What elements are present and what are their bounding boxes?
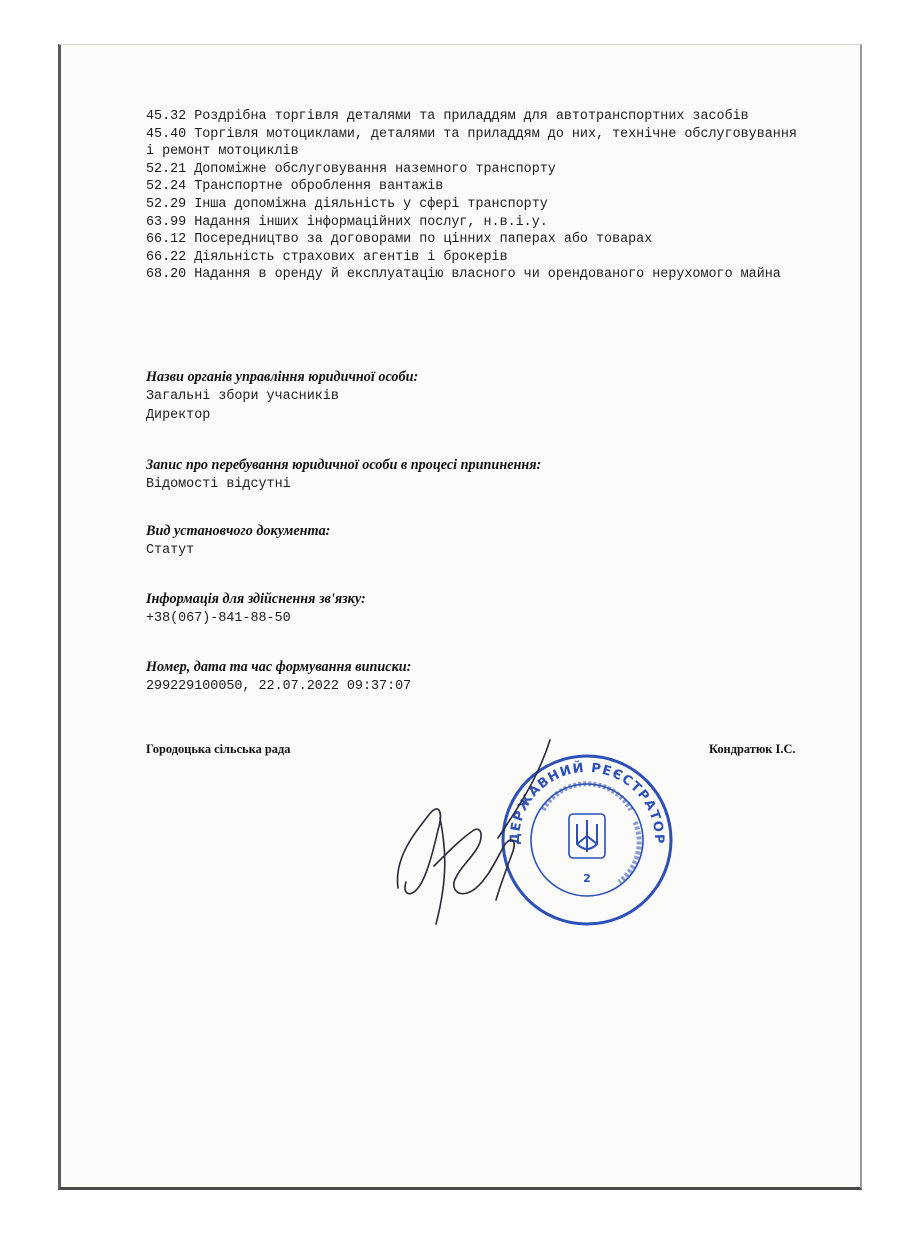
activity-item: 45.40 Торгівля мотоциклами, деталями та приладдям до них, технічне обслуговування і ремонт мотоциклів	[146, 126, 797, 160]
termination-section	[146, 456, 806, 494]
organization-name: Городоцька сільська рада	[146, 742, 291, 756]
stamp-number: 2	[583, 872, 591, 885]
termination-value: Відомості відсутні	[146, 477, 291, 492]
signature-stroke	[397, 740, 550, 924]
contact-value: +38(067)-841-88-50	[146, 611, 291, 626]
stamp-outer-text-top: ДЕРЖАВНИЙ РЕЄСТРАТОР	[507, 760, 667, 845]
termination-heading: Запис про перебування юридичної особи в процесі припинення:	[146, 457, 542, 473]
governance-section	[146, 368, 806, 425]
activity-item: 45.32 Роздрібна торгівля деталями та приладдям для автотранспортних засобів	[146, 109, 749, 124]
contact-heading: Інформація для здійснення зв'язку:	[146, 591, 366, 607]
activity-item: 52.29 Інша допоміжна діяльність у сфері транспорту	[146, 196, 548, 212]
activity-item: 52.24 Транспортне оброблення вантажів	[146, 179, 444, 195]
founding-doc-section	[146, 522, 806, 560]
activity-item: 52.21 Допоміжне обслуговування наземного транспорту	[146, 161, 556, 177]
extract-heading: Номер, дата та час формування виписки:	[146, 659, 412, 675]
stamp-inner-text-ring	[619, 822, 639, 882]
extract-section	[146, 658, 806, 696]
activities-list	[146, 108, 806, 284]
activity-item: 66.22 Діяльність страхових агентів і брокерів	[146, 249, 508, 265]
governance-heading: Назви органів управління юридичної особи:	[146, 369, 419, 385]
activity-item: 63.99 Надання інших інформаційних послуг, н.в.і.у.	[146, 214, 548, 230]
founding-doc-value: Статут	[146, 543, 195, 558]
governance-line: Директор	[146, 408, 211, 423]
activity-item: 66.12 Посередництво за договорами по цінних паперах або товарах	[146, 232, 653, 248]
governance-line: Загальні збори учасників	[146, 389, 339, 404]
registrar-name: Кондратюк І.С.	[709, 742, 796, 756]
extract-value: 299229100050, 22.07.2022 09:37:07	[146, 679, 412, 694]
founding-doc-heading: Вид установчого документа:	[146, 523, 331, 539]
contact-section	[146, 590, 806, 628]
trident-emblem-icon	[569, 814, 605, 858]
signature	[388, 738, 558, 938]
activity-item: 68.20 Надання в оренду й експлуатацію власного чи орендованого нерухомого майна	[146, 267, 781, 283]
